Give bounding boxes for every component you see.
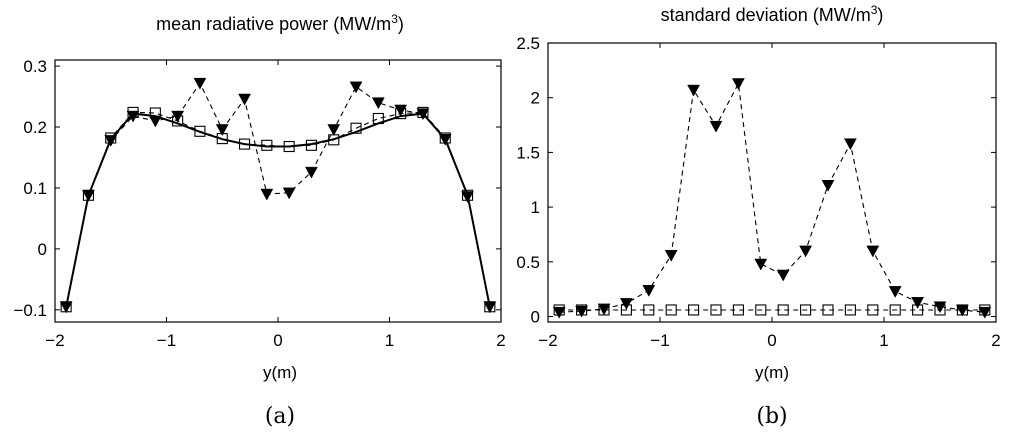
plot-frame-a (55, 60, 501, 322)
data-point-triangle (149, 116, 161, 127)
series-line-a-1 (66, 112, 490, 306)
data-point-triangle (844, 139, 856, 150)
data-point-triangle (439, 134, 451, 145)
data-point-triangle (194, 78, 206, 89)
data-point-triangle (60, 302, 72, 313)
data-point-triangle (889, 286, 901, 297)
x-tick-label-a: 1 (384, 331, 395, 350)
y-tick-label-a: −0.1 (13, 300, 47, 320)
x-tick-label-b: −1 (650, 331, 670, 350)
data-point-triangle (395, 105, 407, 116)
x-axis-label-b: y(m) (755, 363, 789, 382)
y-tick-label-b: 0 (530, 307, 540, 327)
chart-title-a: mean radiative power $(MW/m^3)$ (156, 12, 404, 34)
data-point-triangle (553, 307, 565, 318)
data-point-triangle (867, 246, 879, 257)
x-tick-label-b: 2 (991, 331, 1001, 350)
data-point-triangle (800, 246, 812, 257)
y-tick-label-b: 1 (530, 198, 540, 218)
panel-caption-b: (b) (756, 404, 788, 429)
data-point-triangle (688, 85, 700, 96)
data-point-triangle (462, 191, 474, 202)
y-tick-label-b: 2 (530, 88, 540, 108)
y-tick-label-b: 0.5 (516, 252, 540, 272)
data-point-triangle (710, 121, 722, 132)
data-point-triangle (328, 124, 340, 135)
y-tick-label-b: 1.5 (516, 143, 540, 163)
data-point-triangle (979, 307, 991, 318)
data-point-triangle (755, 259, 767, 270)
x-tick-label-a: −1 (156, 331, 177, 350)
x-tick-label-a: 2 (496, 331, 506, 350)
data-point-triangle (912, 297, 924, 308)
data-point-triangle (239, 94, 251, 105)
y-tick-label-a: 0.3 (23, 57, 47, 77)
x-axis-label-a: y(m) (263, 363, 297, 382)
x-tick-label-b: −2 (538, 331, 558, 350)
x-tick-label-b: 1 (879, 331, 889, 350)
series-line-a-0 (66, 114, 490, 307)
chart-title-b: standard deviation $(MW/m^3)$ (660, 3, 884, 25)
data-point-triangle (372, 98, 384, 109)
x-tick-label-a: 0 (273, 331, 283, 350)
series-line-b-1 (559, 84, 985, 313)
plot-frame-b (548, 43, 996, 322)
data-point-triangle (643, 285, 655, 296)
data-point-triangle (261, 189, 273, 200)
x-tick-label-b: 0 (767, 331, 777, 350)
data-point-triangle (665, 250, 677, 261)
y-tick-label-a: 0 (37, 239, 47, 259)
data-point-triangle (484, 302, 496, 313)
data-point-triangle (777, 270, 789, 281)
panel-b (516, 3, 1000, 429)
x-tick-label-a: −2 (45, 331, 65, 350)
data-point-triangle (350, 82, 362, 93)
panel-a (13, 12, 505, 429)
y-tick-label-a: 0.2 (23, 118, 47, 138)
data-point-triangle (732, 78, 744, 89)
data-point-triangle (105, 135, 117, 146)
panel-caption-a: (a) (264, 404, 296, 429)
y-tick-label-b: 2.5 (516, 34, 540, 53)
data-point-triangle (82, 190, 94, 201)
y-tick-label-a: 0.1 (23, 178, 47, 198)
data-point-triangle (822, 180, 834, 191)
